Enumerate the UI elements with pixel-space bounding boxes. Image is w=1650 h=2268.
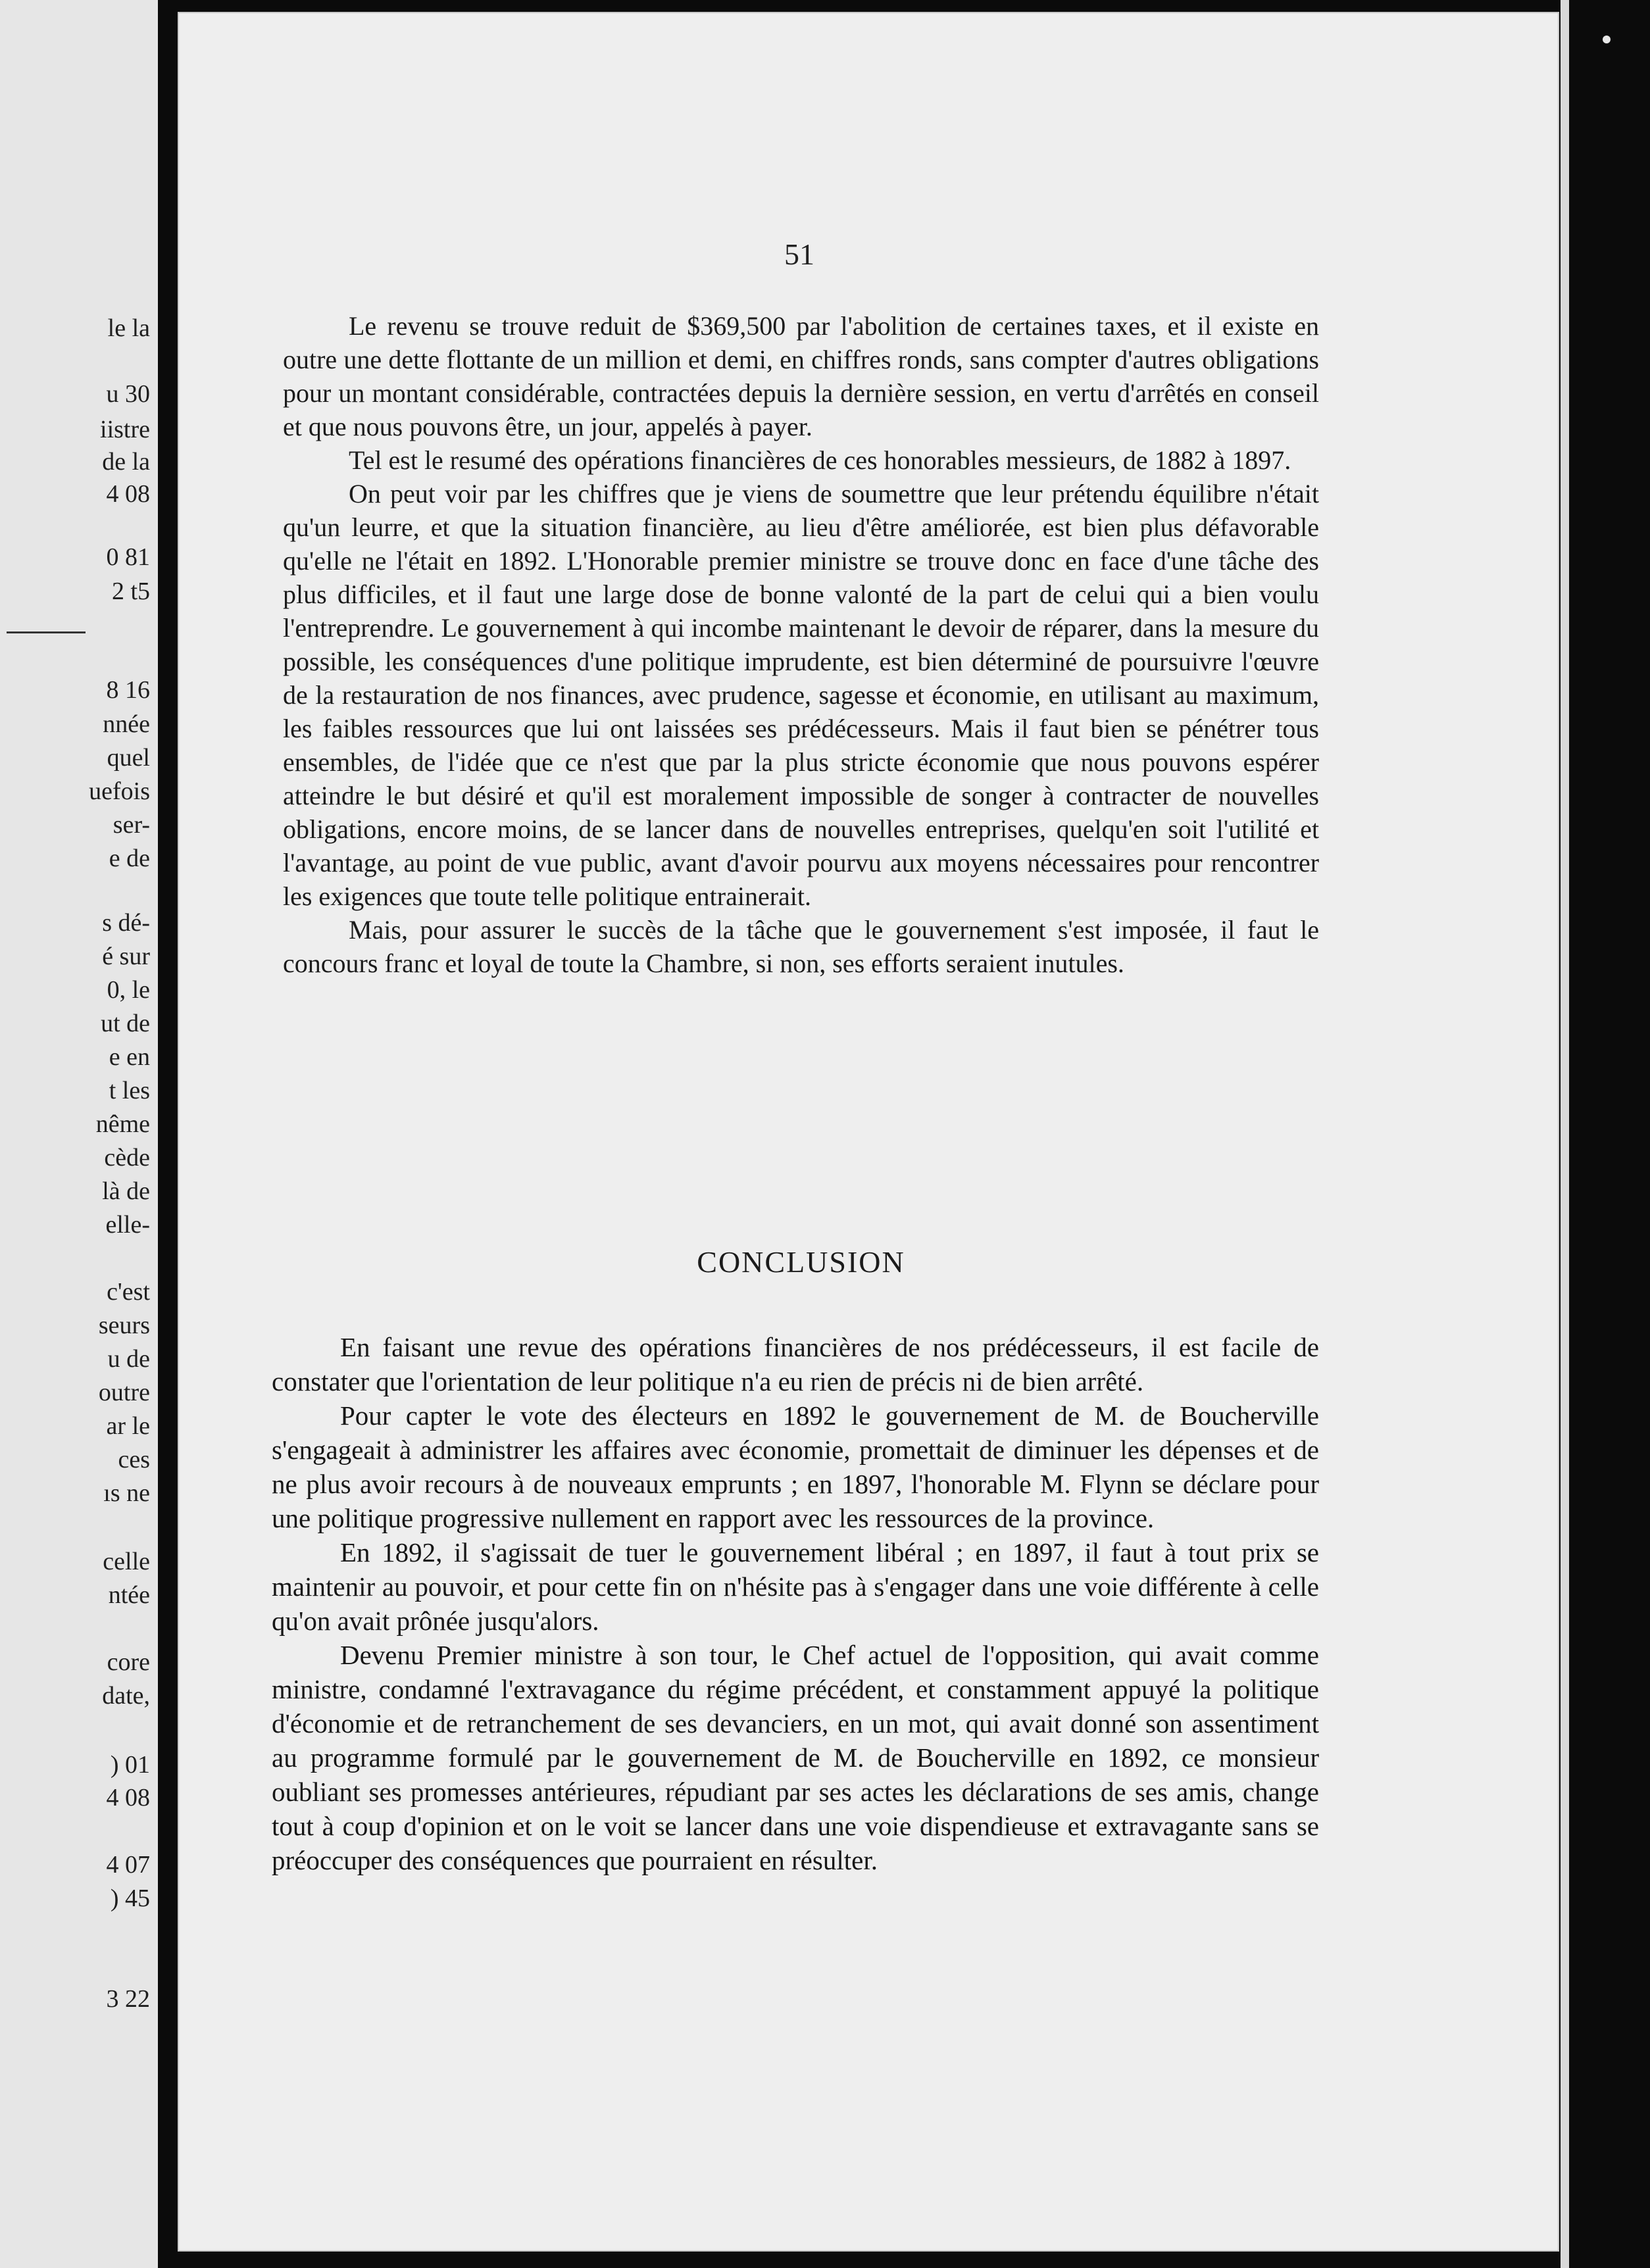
facing-page-line: seurs xyxy=(98,1312,150,1339)
facing-page-line: core xyxy=(107,1648,150,1676)
facing-page-line: là de xyxy=(102,1177,150,1205)
facing-page-line: u de xyxy=(107,1345,150,1373)
facing-page-line: quel xyxy=(107,744,150,772)
paragraph: Tel est le resumé des opérations financières de ces honorables messieurs, de 1882 à 1897. xyxy=(349,445,1291,475)
paragraph: Mais, pour assurer le succès de la tâche que le gouvernement s'est imposée, il faut le concours franc et loyal de toute la Chambre, si non, ses efforts seraient inutules. xyxy=(283,915,1319,978)
facing-page-line: le la xyxy=(107,314,150,342)
facing-page-line: 4 08 xyxy=(106,480,150,508)
facing-page-line: ser- xyxy=(113,811,150,839)
facing-page-line: ntée xyxy=(108,1581,150,1609)
facing-page-line: é sur xyxy=(102,943,150,970)
facing-page-line: e en xyxy=(109,1043,150,1071)
facing-page-line: ) 45 xyxy=(110,1885,150,1912)
facing-page-line: de la xyxy=(102,448,150,476)
paragraph: Devenu Premier ministre à son tour, le Chef actuel de l'opposition, qui avait comme ministre, condamné l'extravagance du régime précédent, et constamment appuyé la politique d'économie et de retranchement de ses devanciers, en un mot, qui avait donné son assentiment au programme formulé par le gouvernement de M. de Boucherville en 1892, ce monsieur oubliant ses promesses antérieures, répudiant par ses actes les déclarations de ses amis, change tout à coup d'opinion et on le voit se lancer dans une voie dispendieuse et extravagante sans se préoccuper des conséquences que pourraient en résulter. xyxy=(272,1640,1319,1875)
facing-page-line: 3 22 xyxy=(106,1985,150,2013)
body-text xyxy=(283,309,1319,980)
facing-page-rule xyxy=(7,631,86,633)
conclusion-text xyxy=(272,1330,1319,1877)
facing-page-line: 0 81 xyxy=(106,543,150,571)
facing-page-fragment xyxy=(0,0,158,2268)
section-heading: CONCLUSION xyxy=(697,1245,905,1279)
paragraph: Le revenu se trouve reduit de $369,500 par l'abolition de certaines taxes, et il existe en outre une dette flottante de un million et demi, en chiffres ronds, sans compter d'autres obligations pour un montant considérable, contractées depuis la dernière session, en vertu d'arrêtés en conseil et que nous pouvons être, un jour, appelés à payer. xyxy=(283,311,1319,441)
facing-page-line: s dé- xyxy=(102,909,150,937)
facing-page-line: 0, le xyxy=(107,976,150,1004)
facing-page-line: 4 08 xyxy=(106,1784,150,1812)
facing-page-line: uefois xyxy=(89,777,150,805)
page-number: 51 xyxy=(784,237,814,271)
facing-page-line: nnée xyxy=(103,710,150,738)
facing-page-line: c'est xyxy=(107,1278,150,1306)
paragraph: Pour capter le vote des électeurs en 1892 le gouvernement de M. de Boucherville s'engageait à administrer les affaires avec économie, promettait de diminuer les dépenses et de ne plus avoir recours à de nouveaux emprunts ; en 1897, l'honorable M. Flynn se déclare pour une politique progressive nullement en rapport avec les ressources de la province. xyxy=(272,1400,1319,1533)
scan-speck xyxy=(1603,36,1611,43)
facing-page-line: outre xyxy=(98,1379,150,1406)
facing-page-line: ces xyxy=(118,1446,150,1473)
facing-page-line: e de xyxy=(109,845,150,872)
facing-page-line: u 30 xyxy=(106,380,150,408)
facing-page-line: iistre xyxy=(100,416,150,443)
facing-page-line: ar le xyxy=(106,1412,150,1440)
facing-page-line: date, xyxy=(102,1682,150,1710)
facing-page-line: cède xyxy=(104,1144,150,1171)
scan-border xyxy=(1569,0,1650,2268)
paragraph: En faisant une revue des opérations financières de nos prédécesseurs, il est facile de constater que l'orientation de leur politique n'a eu rien de précis ni de bien arrêté. xyxy=(272,1332,1319,1396)
paragraph: En 1892, il s'agissait de tuer le gouvernement libéral ; en 1897, il faut à tout prix se maintenir au pouvoir, et pour cette fin on n'hésite pas à s'engager dans une voie différente à celle qu'on avait prônée jusqu'alors. xyxy=(272,1537,1319,1636)
facing-page-line: elle- xyxy=(105,1211,150,1239)
facing-page-line: ) 01 xyxy=(110,1751,150,1779)
paragraph: On peut voir par les chiffres que je viens de soumettre que leur prétendu équilibre n'était qu'un leurre, et que la situation financière, au lieu d'être améliorée, est bien plus défavorable qu'elle ne l'était en 1892. L'Honorable premier ministre se trouve donc en face d'une tâche des plus difficiles, et il faut une large dose de bonne valonté de la part de celui qui a bien voulu l'entreprendre. Le gouvernement à qui incombe maintenant le devoir de réparer, dans la mesure du possible, les conséquences d'une politique imprudente, est bien déterminé de poursuivre l'œuvre de la restauration de nos finances, avec prudence, sagesse et économie, en utilisant au maximum, les faibles ressources que lui ont laissées ses prédécesseurs. Mais il faut bien se pénétrer tous ensembles, de l'idée que ce n'est que par la plus stricte économie que nous pouvons espérer atteindre le but désiré et qu'il est moralement impossible de songer à contracter de nouvelles obligations, encore moins, de se lancer dans de nouvelles entreprises, quelqu'en soit l'utilité et l'avantage, au point de vue public, avant d'avoir pourvu aux moyens nécessaires pour rencontrer les exigences que toute telle politique entrainerait. xyxy=(283,479,1319,911)
facing-page-line: 2 t5 xyxy=(111,578,150,605)
facing-page-line: celle xyxy=(103,1548,150,1575)
facing-page-line: 8 16 xyxy=(106,676,150,704)
facing-page-line: nême xyxy=(95,1110,150,1138)
facing-page-line: ıs ne xyxy=(103,1479,150,1507)
facing-page-line: t les xyxy=(109,1077,150,1104)
facing-page-line: 4 07 xyxy=(106,1851,150,1879)
facing-page-line: ut de xyxy=(101,1010,150,1037)
